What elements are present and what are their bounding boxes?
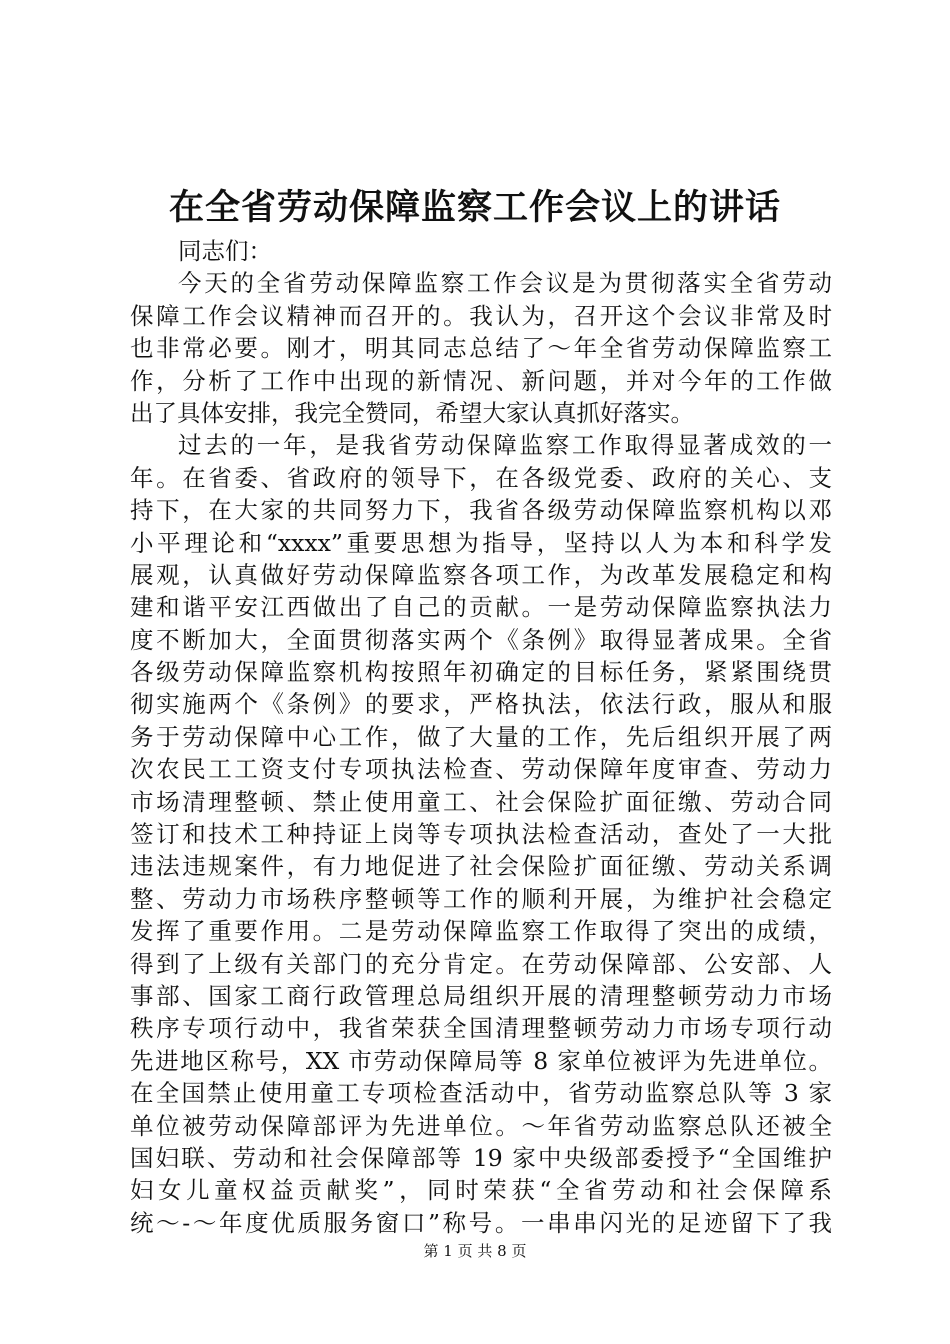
body-line: 度不断加大，全面贯彻落实两个《条例》取得显著成果。全省	[130, 625, 832, 654]
body-line: 先进地区称号，XX 市劳动保障局等 8 家单位被评为先进单位。	[130, 1046, 832, 1075]
body-line: 彻实施两个《条例》的要求，严格执法，依法行政，服从和服	[130, 690, 832, 719]
body-line: 展观，认真做好劳动保障监察各项工作，为改革发展稳定和构	[130, 560, 832, 589]
body-line: 过去的一年，是我省劳动保障监察工作取得显著成效的一	[178, 431, 832, 460]
body-line: 秩序专项行动中，我省荣获全国清理整顿劳动力市场专项行动	[130, 1014, 832, 1043]
body-line: 今天的全省劳动保障监察工作会议是为贯彻落实全省劳动	[178, 269, 832, 298]
body-line: 妇女儿童权益贡献奖”，同时荣获“全省劳动和社会保障系	[130, 1176, 832, 1205]
body-line: 国妇联、劳动和社会保障部等 19 家中央级部委授予“全国维护	[130, 1143, 832, 1172]
body-line: 发挥了重要作用。二是劳动保障监察工作取得了突出的成绩，	[130, 917, 832, 946]
body-line: 单位被劳动保障部评为先进单位。～年省劳动监察总队还被全	[130, 1111, 832, 1140]
body-line: 保障工作会议精神而召开的。我认为，召开这个会议非常及时	[130, 301, 832, 330]
body-line: 出了具体安排，我完全赞同，希望大家认真抓好落实。	[130, 398, 694, 427]
body-line: 持下，在大家的共同努力下，我省各级劳动保障监察机构以邓	[130, 496, 832, 525]
body-line: 作，分析了工作中出现的新情况、新问题，并对今年的工作做	[130, 366, 832, 395]
body-line: 得到了上级有关部门的充分肯定。在劳动保障部、公安部、人	[130, 949, 832, 978]
document-body	[130, 235, 832, 1239]
body-line: 同志们：	[178, 237, 272, 265]
body-line: 在全国禁止使用童工专项检查活动中，省劳动监察总队等 3 家	[130, 1079, 832, 1108]
body-line: 各级劳动保障监察机构按照年初确定的目标任务，紧紧围绕贯	[130, 658, 832, 687]
body-line: 统～-～年度优质服务窗口”称号。一串串闪光的足迹留下了我	[130, 1208, 832, 1237]
body-line: 年。在省委、省政府的领导下，在各级党委、政府的关心、支	[130, 463, 832, 492]
body-line: 次农民工工资支付专项执法检查、劳动保障年度审查、劳动力	[130, 755, 832, 784]
body-line: 事部、国家工商行政管理总局组织开展的清理整顿劳动力市场	[130, 981, 832, 1010]
body-line: 市场清理整顿、禁止使用童工、社会保险扩面征缴、劳动合同	[130, 787, 832, 816]
body-line: 也非常必要。刚才，明其同志总结了～年全省劳动保障监察工	[130, 334, 832, 363]
body-line: 违法违规案件，有力地促进了社会保险扩面征缴、劳动关系调	[130, 852, 832, 881]
body-line: 建和谐平安江西做出了自己的贡献。一是劳动保障监察执法力	[130, 593, 832, 622]
body-line: 务于劳动保障中心工作，做了大量的工作，先后组织开展了两	[130, 722, 832, 751]
page-footer: 第 1 页 共 8 页	[423, 1242, 527, 1260]
body-line: 整、劳动力市场秩序整顿等工作的顺利开展，为维护社会稳定	[130, 884, 832, 913]
body-line: 小平理论和“xxxx”重要思想为指导，坚持以人为本和科学发	[130, 528, 832, 557]
document-title: 在全省劳动保障监察工作会议上的讲话	[168, 187, 781, 228]
body-line: 签订和技术工种持证上岗等专项执法检查活动，查处了一大批	[130, 820, 832, 849]
